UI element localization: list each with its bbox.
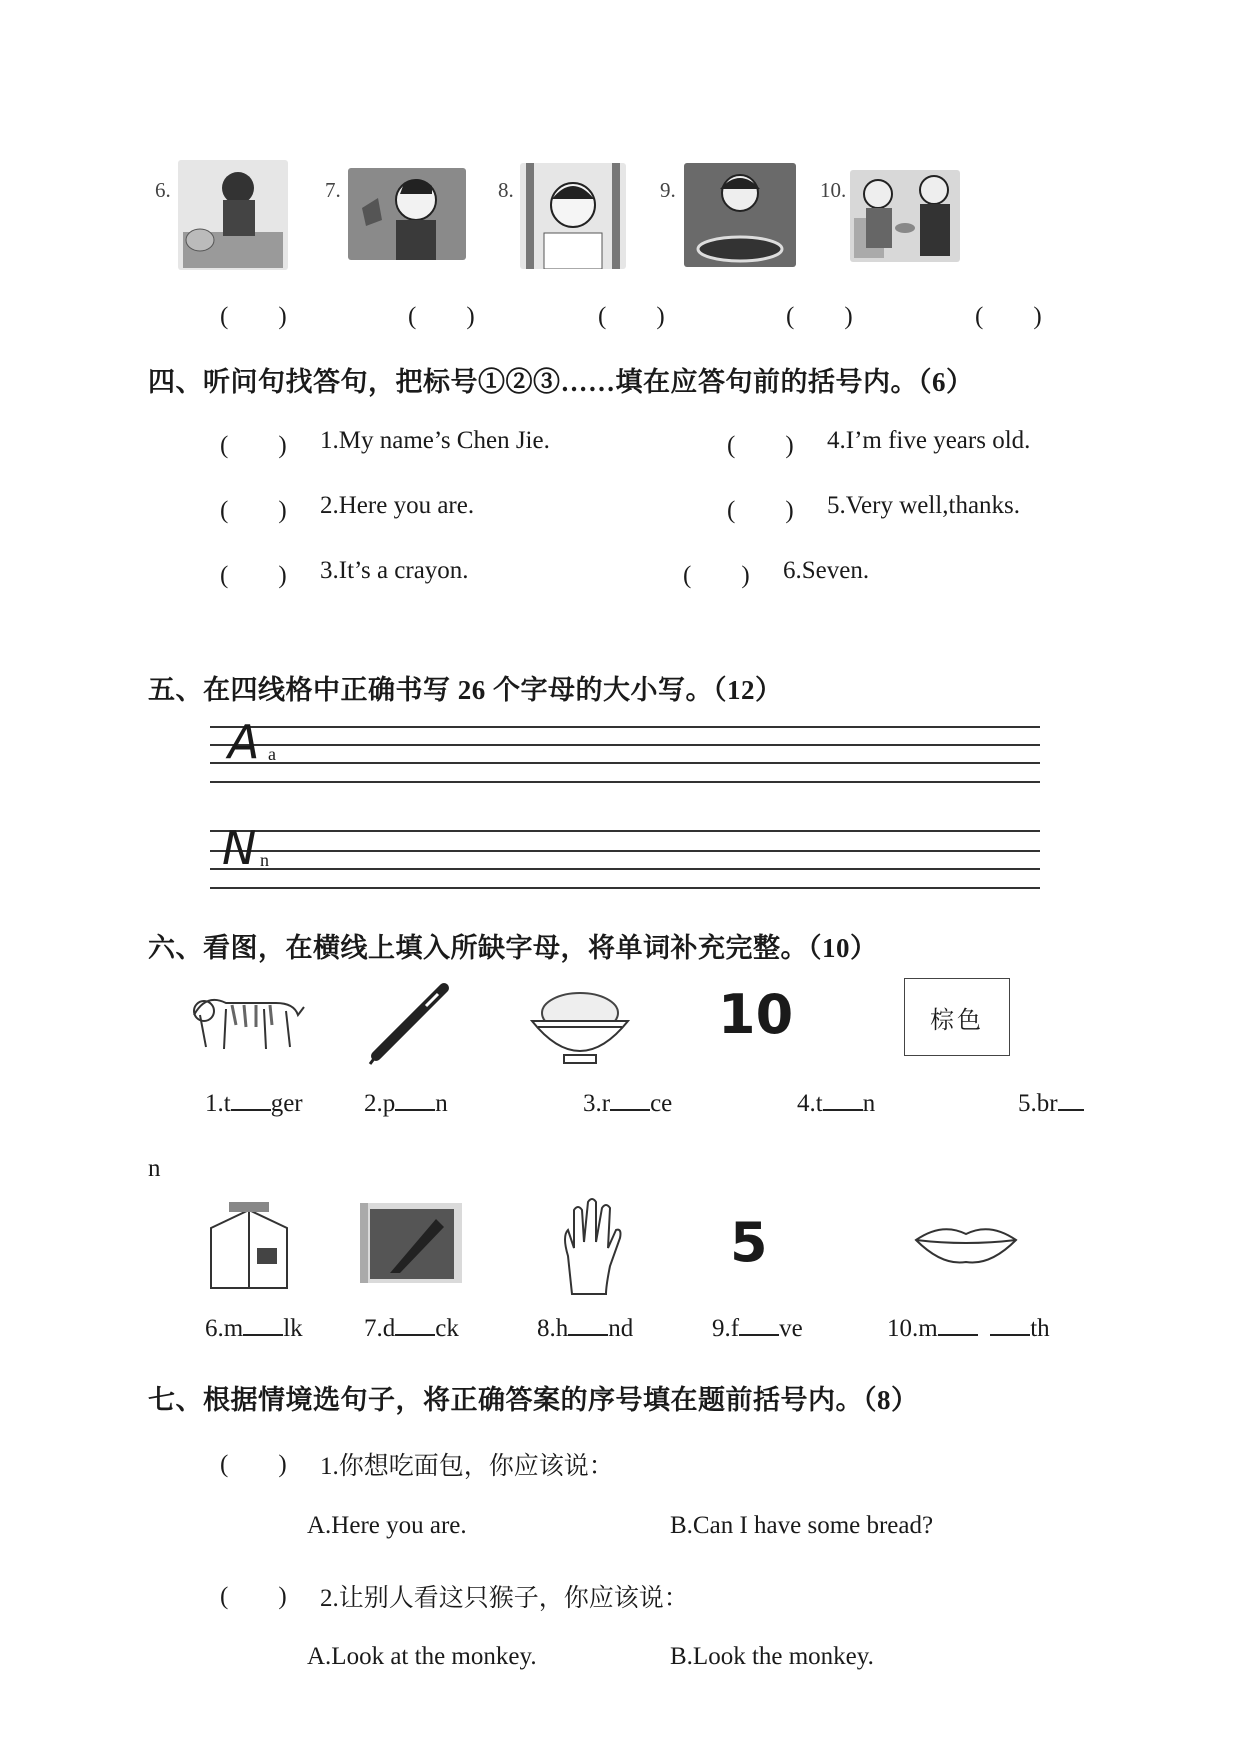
picture-number: 9. <box>660 178 676 202</box>
rice-bowl-icon <box>528 985 632 1065</box>
answer-paren[interactable]: ( ) <box>408 303 475 330</box>
picture-number: 8. <box>498 178 514 202</box>
sample-lowercase: a <box>268 744 276 764</box>
word-blank: 8.h nd <box>537 1315 634 1342</box>
word-blank: 7.d ck <box>364 1315 459 1342</box>
picture-number: 7. <box>325 178 341 202</box>
answer-option: 6.Seven. <box>783 557 870 584</box>
option-b: B.Can I have some bread? <box>670 1512 934 1539</box>
word-blank: 1.t ger <box>205 1090 303 1117</box>
section5-heading: 五、在四线格中正确书写 26 个字母的大小写。（12） <box>148 675 783 705</box>
word-blank: 6.m lk <box>205 1315 303 1342</box>
section7-heading: 七、根据情境选句子，将正确答案的序号填在题前括号内。（8） <box>148 1385 919 1415</box>
answer-option: 3.It’s a crayon. <box>320 557 469 584</box>
word-blank: 5.br <box>1018 1090 1084 1118</box>
answer-paren[interactable]: ( ) <box>220 1451 287 1478</box>
number-ten-icon: 10 <box>718 983 794 1046</box>
answer-option: 5.Very well,thanks. <box>827 492 1021 519</box>
option-b: B.Look the monkey. <box>670 1643 874 1670</box>
hand-icon <box>558 1196 624 1296</box>
answer-paren[interactable]: ( ) <box>727 432 794 459</box>
answer-option: 4.I’m five years old. <box>827 427 1031 454</box>
word-blank: 4.t n <box>797 1090 876 1117</box>
sample-lowercase: n <box>260 850 269 870</box>
word-blank: 2.p n <box>364 1090 448 1117</box>
answer-paren[interactable]: ( ) <box>975 303 1042 330</box>
word-wrap-letter: n <box>148 1155 161 1182</box>
word-blank: 9.f ve <box>712 1315 803 1342</box>
word-blank: 10.m th <box>887 1315 1050 1342</box>
answer-paren[interactable]: ( ) <box>220 432 287 459</box>
question-text: 2.让别人看这只猴子，你应该说： <box>320 1585 689 1612</box>
answer-paren[interactable]: ( ) <box>727 497 794 524</box>
question-text: 1.你想吃面包，你应该说： <box>320 1453 614 1480</box>
girl-with-pizza-icon <box>684 163 796 267</box>
milk-carton-icon <box>205 1200 293 1294</box>
sample-uppercase: N <box>222 821 257 875</box>
number-five-icon: 5 <box>730 1211 768 1274</box>
boy-with-elephant-icon <box>178 160 288 270</box>
answer-option: 2.Here you are. <box>320 492 475 519</box>
two-people-with-food-icon <box>850 170 960 262</box>
answer-paren[interactable]: ( ) <box>220 1583 287 1610</box>
answer-paren[interactable]: ( ) <box>683 562 750 589</box>
answer-paren[interactable]: ( ) <box>220 497 287 524</box>
duck-icon <box>360 1203 462 1283</box>
answer-option: 1.My name’s Chen Jie. <box>320 427 550 454</box>
section6-heading: 六、看图，在横线上填入所缺字母，将单词补充完整。（10） <box>148 933 878 963</box>
picture-number: 10. <box>820 178 847 202</box>
boy-at-table-icon <box>520 163 626 269</box>
answer-paren[interactable]: ( ) <box>786 303 853 330</box>
pen-icon <box>366 982 456 1066</box>
answer-paren[interactable]: ( ) <box>220 303 287 330</box>
word-blank: 3.r ce <box>583 1090 673 1117</box>
brown-box-icon: 棕色 <box>904 978 1010 1056</box>
section4-heading: 四、听问句找答句，把标号①②③……填在应答句前的括号内。（6） <box>148 367 974 397</box>
option-a: A.Look at the monkey. <box>307 1643 537 1670</box>
boy-with-crayon-icon <box>348 168 466 260</box>
picture-number: 6. <box>155 178 171 202</box>
answer-paren[interactable]: ( ) <box>598 303 665 330</box>
tiger-icon <box>186 985 306 1055</box>
mouth-icon <box>912 1222 1020 1266</box>
sample-uppercase: A <box>228 715 260 769</box>
option-a: A.Here you are. <box>307 1512 467 1539</box>
answer-paren[interactable]: ( ) <box>220 562 287 589</box>
